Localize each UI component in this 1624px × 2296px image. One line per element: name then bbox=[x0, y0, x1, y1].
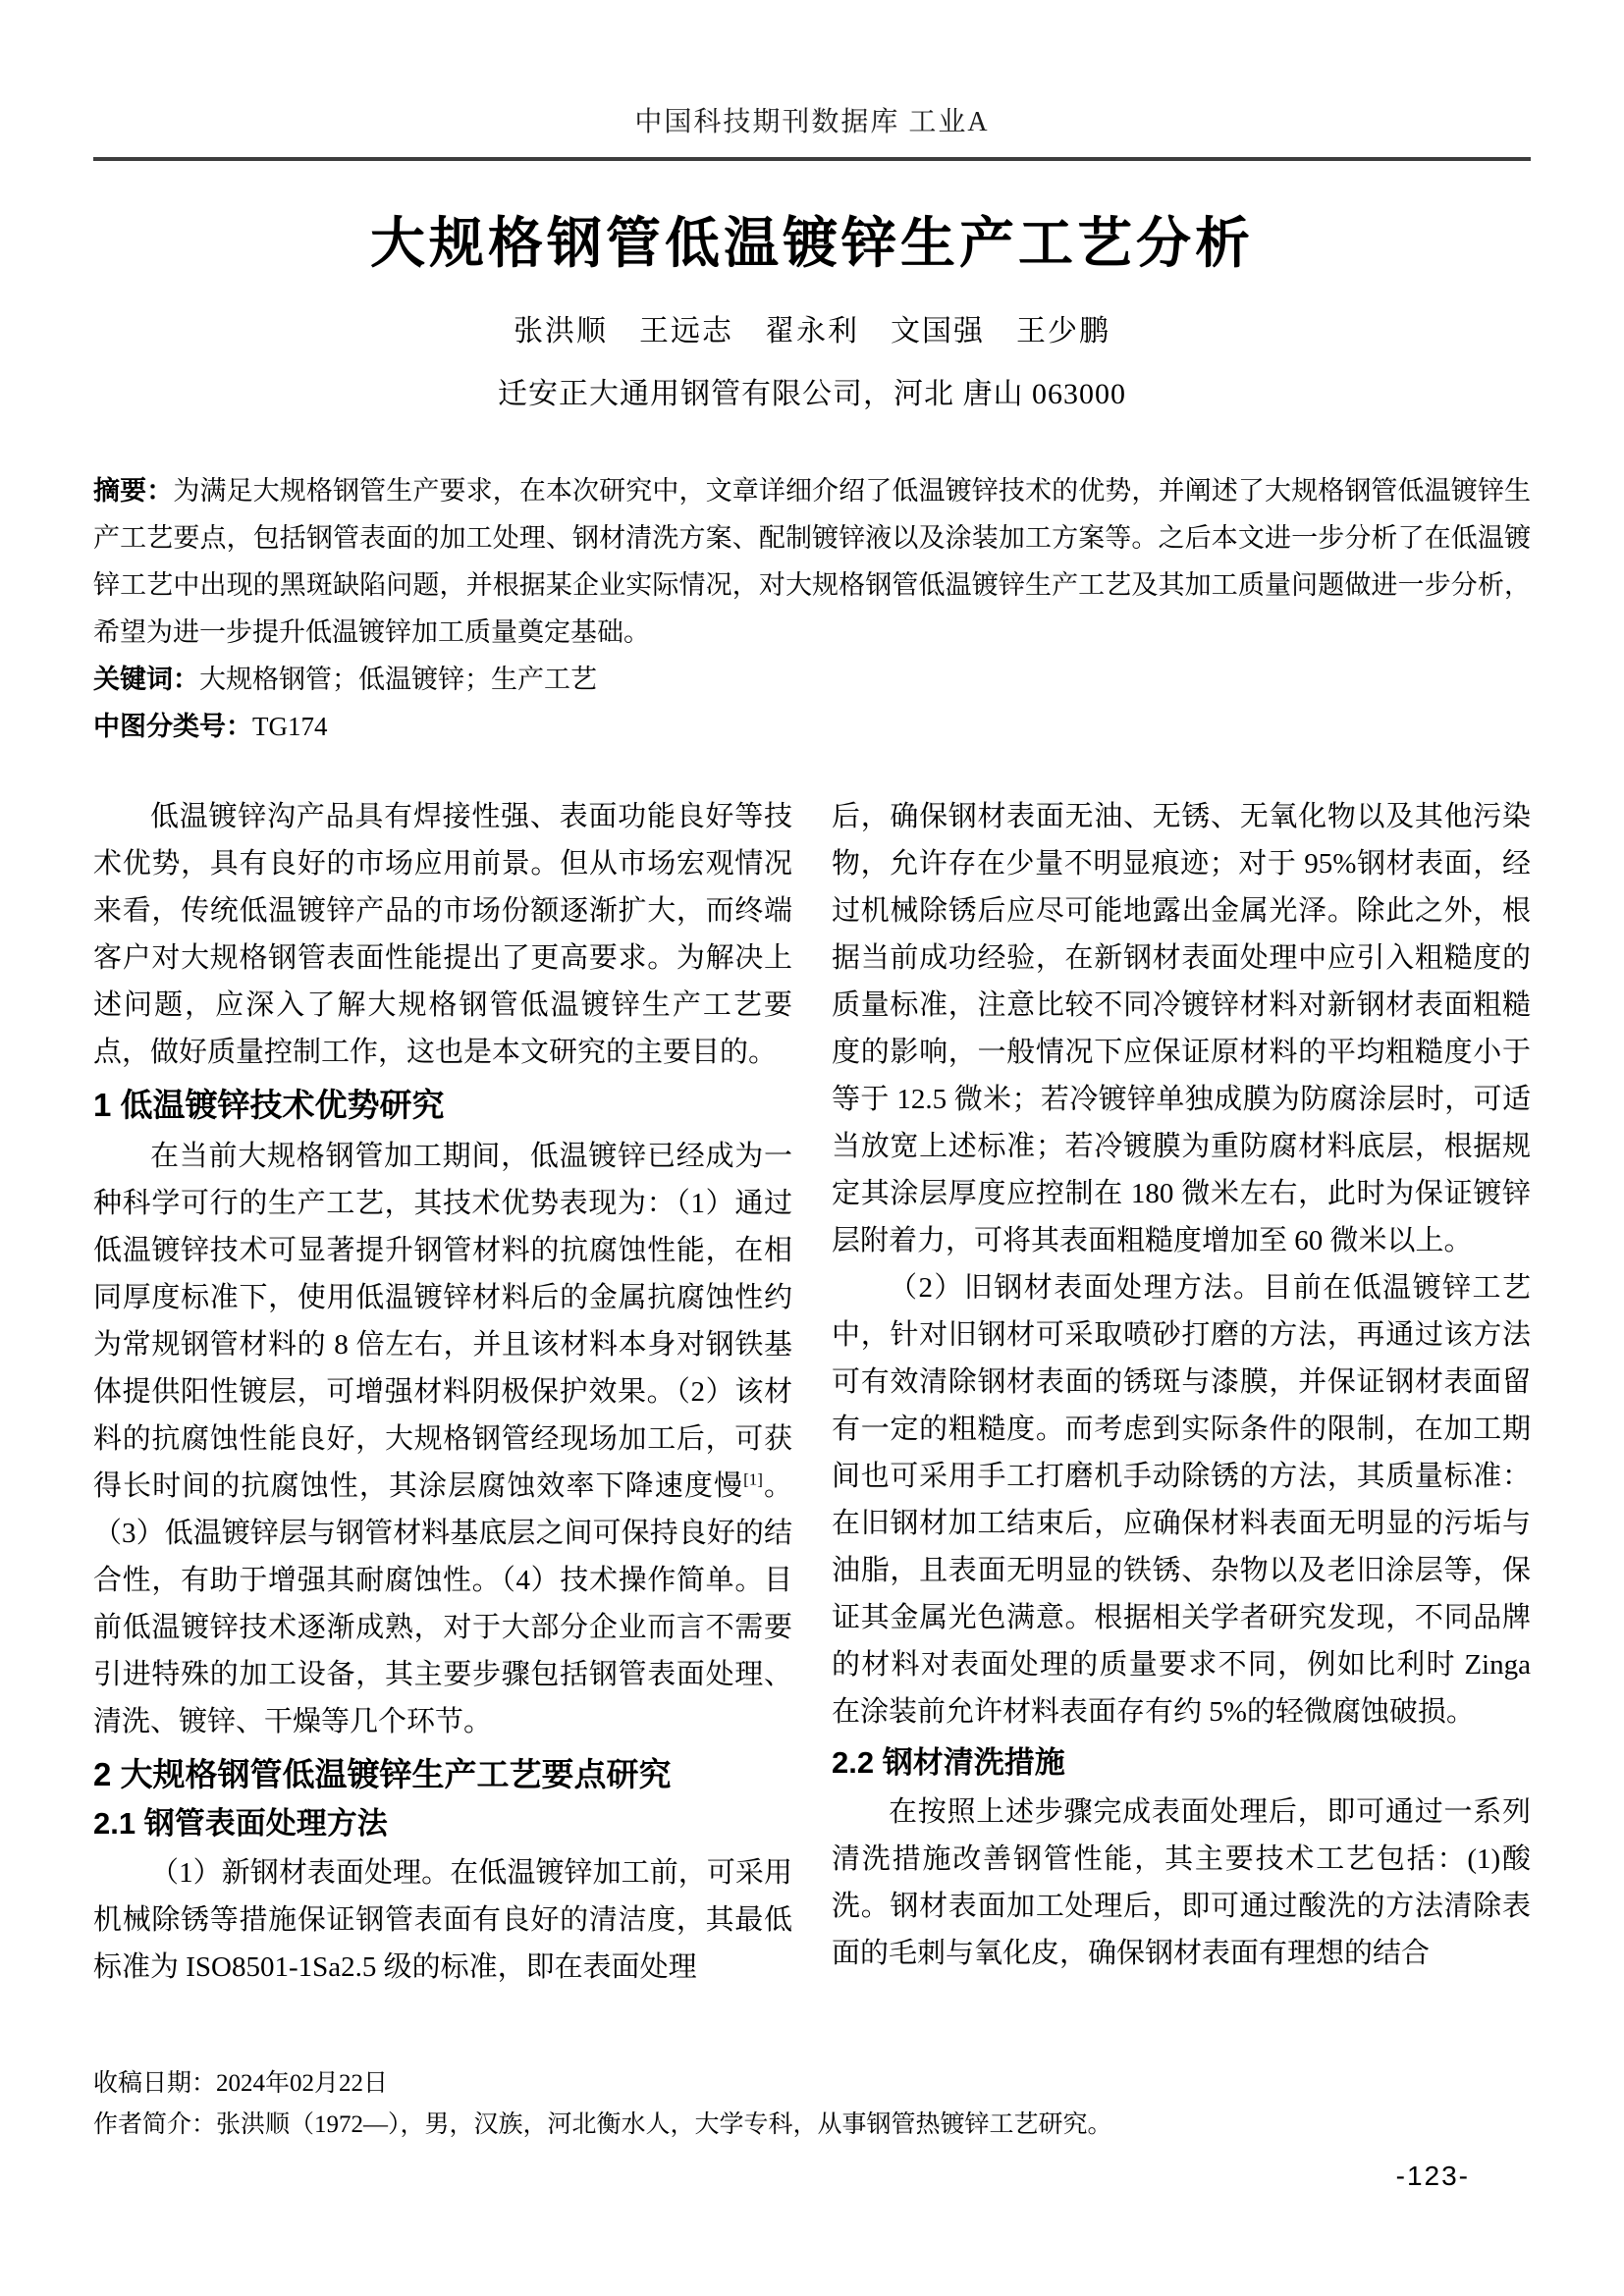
page-footer bbox=[93, 2063, 1531, 2197]
clc-text: TG174 bbox=[252, 712, 328, 741]
keywords-label: 关键词： bbox=[93, 665, 199, 694]
right-column bbox=[832, 793, 1531, 1991]
left-column bbox=[93, 793, 792, 1991]
author-bio bbox=[93, 2105, 1531, 2146]
section-1-text-after-ref: 。（3）低温镀锌层与钢管材料基底层之间可保持良好的结合性，有助于增强其耐腐蚀性。（4）技术操作简单。目前低温镀锌技术逐渐成熟，对于大部分企业而言不需要引进特殊的加工设备，其主要步骤包括钢管表面处理、清洗、镀锌、干燥等几个环节。 bbox=[93, 1470, 792, 1737]
author-bio-label: 作者简介： bbox=[93, 2111, 217, 2138]
clc-number bbox=[93, 703, 1531, 750]
section-2-2-paragraph: 在按照上述步骤完成表面处理后，即可通过一系列清洗措施改善钢管性能，其主要技术工艺包括：(1)酸洗。钢材表面加工处理后，即可通过酸洗的方法清除表面的毛刺与氧化皮，确保钢材表面有理想的结合 bbox=[832, 1796, 1531, 1969]
section-2-heading: 2 大规格钢管低温镀锌生产工艺要点研究 bbox=[93, 1756, 672, 1792]
affiliation: 迁安正大通用钢管有限公司，河北 唐山 063000 bbox=[498, 378, 1126, 410]
section-2-1-heading: 2.1 钢管表面处理方法 bbox=[93, 1806, 388, 1841]
section-2-1-paragraph-start: （1）新钢材表面处理。在低温镀锌加工前，可采用机械除锈等措施保证钢管表面有良好的清洁度，其最低标准为 ISO8501-1Sa2.5 级的标准，即在表面处理 bbox=[93, 1857, 792, 1983]
abstract-label: 摘要： bbox=[93, 476, 174, 506]
body-columns bbox=[93, 793, 1531, 1991]
header-divider bbox=[93, 157, 1531, 161]
keywords-text: 大规格钢管；低温镀锌；生产工艺 bbox=[199, 665, 597, 694]
clc-label: 中图分类号： bbox=[93, 712, 252, 741]
section-1-text-before-ref: 在当前大规格钢管加工期间，低温镀锌已经成为一种科学可行的生产工艺，其技术优势表现为：（1）通过低温镀锌技术可显著提升钢管材料的抗腐蚀性能，在相同厚度标准下，使用低温镀锌材料后的金属抗腐蚀性约为常规钢管材料的 8 倍左右，并且该材料本身对钢铁基体提供阳性镀层，可增强材料阴极保护效果。（2）该材料的抗腐蚀性能良好，大规格钢管经现场加工后，可获得长时间的抗腐蚀性，其涂层腐蚀效率下降速度慢 bbox=[93, 1141, 792, 1502]
section-1-heading: 1 低温镀锌技术优势研究 bbox=[93, 1087, 445, 1123]
intro-paragraph: 低温镀锌沟产品具有焊接性强、表面功能良好等技术优势，具有良好的市场应用前景。但从市场宏观情况来看，传统低温镀锌产品的市场份额逐渐扩大，而终端客户对大规格钢管表面性能提出了更高要求。为解决上述问题，应深入了解大规格钢管低温镀锌生产工艺要点，做好质量控制工作，这也是本文研究的主要目的。 bbox=[93, 801, 792, 1068]
abstract-text: 为满足大规格钢管生产要求，在本次研究中，文章详细介绍了低温镀锌技术的优势，并阐述了大规格钢管低温镀锌生产工艺要点，包括钢管表面的加工处理、钢材清洗方案、配制镀锌液以及涂装加工方案等。之后本文进一步分析了在低温镀锌工艺中出现的黑斑缺陷问题，并根据某企业实际情况，对大规格钢管低温镀锌生产工艺及其加工质量问题做进一步分析，希望为进一步提升低温镀锌加工质量奠定基础。 bbox=[93, 476, 1532, 647]
abstract bbox=[93, 467, 1531, 656]
author-list: 张洪顺 王远志 翟永利 文国强 王少鹏 bbox=[514, 315, 1110, 347]
section-2-1-paragraph-continued: 后，确保钢材表面无油、无锈、无氧化物以及其他污染物，允许存在少量不明显痕迹；对于 95%钢材表面，经过机械除锈后应尽可能地露出金属光泽。除此之外，根据当前成功经验，在新钢材表面处理中应引入粗糙度的质量标准，注意比较不同冷镀锌材料对新钢材表面粗糙度的影响，一般情况下应保证原材料的平均粗糙度小于等于 12.5 微米；若冷镀锌单独成膜为防腐涂层时，可适当放宽上述标准；若冷镀膜为重防腐材料底层，根据规定其涂层厚度应控制在 180 微米左右，此时为保证镀锌层附着力，可将其表面粗糙度增加至 60 微米以上。 bbox=[832, 801, 1531, 1256]
section-2-2-heading: 2.2 钢材清洗措施 bbox=[832, 1745, 1065, 1780]
keywords bbox=[93, 656, 1531, 703]
section-2-1-paragraph-2: （2）旧钢材表面处理方法。目前在低温镀锌工艺中，针对旧钢材可采取喷砂打磨的方法，再通过该方法可有效清除钢材表面的锈斑与漆膜，并保证钢材表面留有一定的粗糙度。而考虑到实际条件的限制，在加工期间也可采用手工打磨机手动除锈的方法，其质量标准：在旧钢材加工结束后，应确保材料表面无明显的污垢与油脂，且表面无明显的铁锈、杂物以及老旧涂层等，保证其金属光色满意。根据相关学者研究发现，不同品牌的材料对表面处理的质量要求不同，例如比利时 Zinga 在涂装前允许材料表面存有约 5%的轻微腐蚀破损。 bbox=[832, 1272, 1531, 1728]
author-bio-value: 张洪顺（1972—），男，汉族，河北衡水人，大学专科，从事钢管热镀锌工艺研究。 bbox=[216, 2111, 1112, 2138]
page-number: -123- bbox=[1395, 2161, 1470, 2191]
received-date bbox=[93, 2063, 1531, 2105]
article-meta bbox=[93, 467, 1531, 750]
received-date-value: 2024年02月22日 bbox=[216, 2070, 389, 2097]
journal-header: 中国科技期刊数据库 工业A bbox=[634, 107, 990, 137]
citation-marker: [1] bbox=[743, 1469, 763, 1489]
article-title: 大规格钢管低温镀锌生产工艺分析 bbox=[370, 212, 1254, 274]
section-1-paragraph bbox=[93, 1133, 792, 1745]
received-date-label: 收稿日期： bbox=[93, 2070, 217, 2097]
